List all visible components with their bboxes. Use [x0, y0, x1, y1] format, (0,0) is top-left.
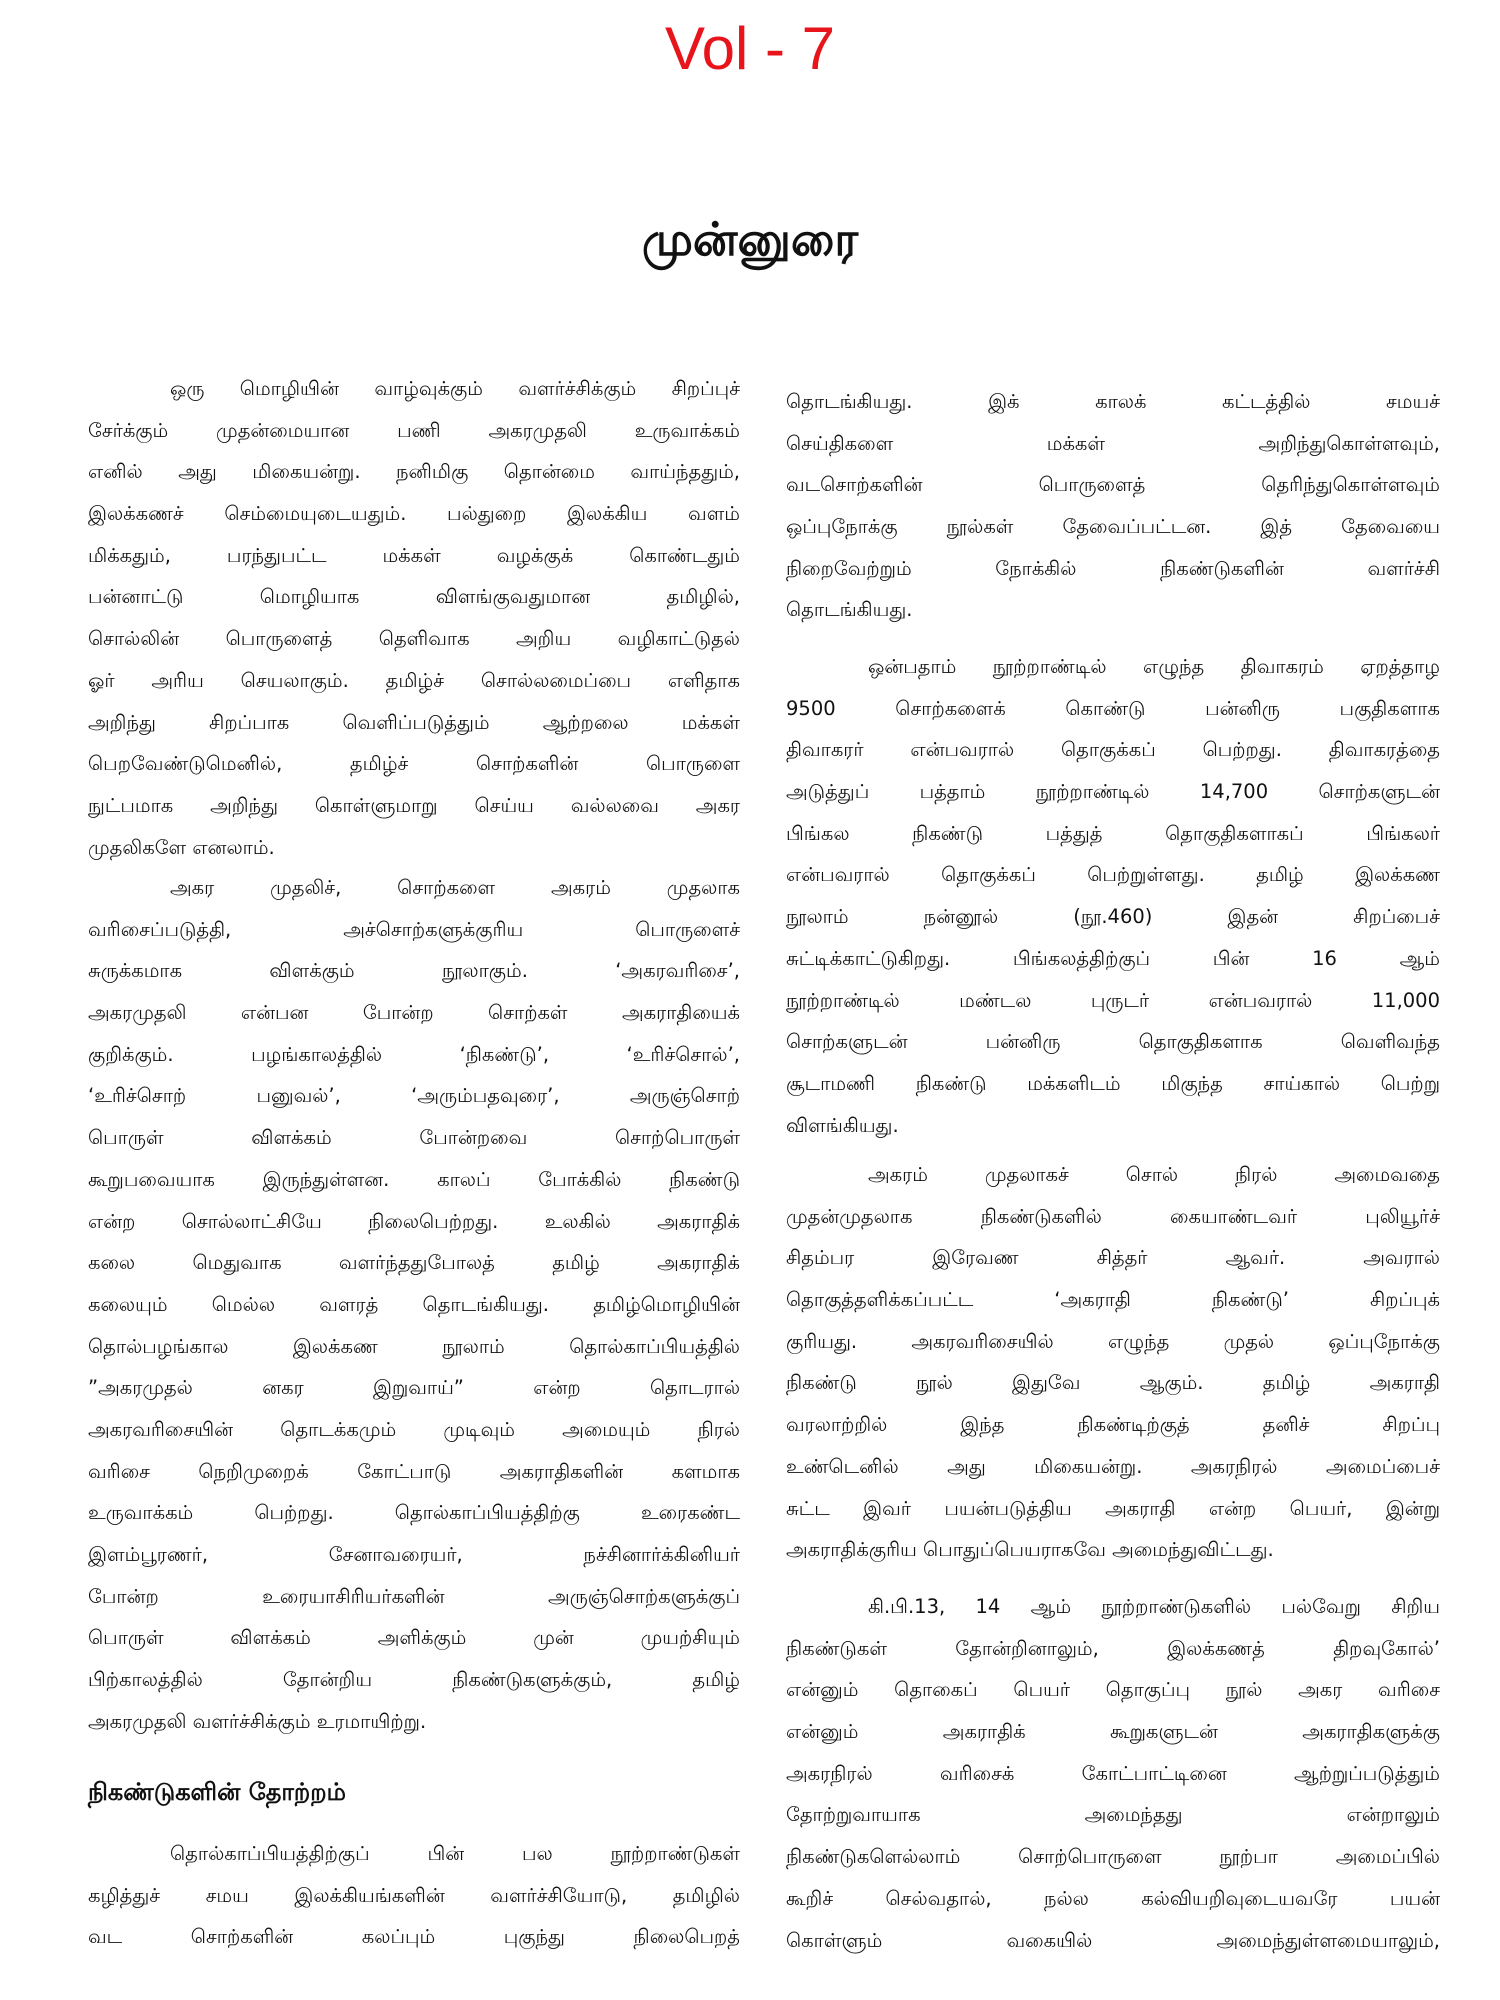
text-line: தொகுத்தளிக்கப்பட்ட ‘அகராதி நிகண்டு’ சிறப்புக் — [786, 1288, 1440, 1312]
text-line: முதலிகளே எனலாம். — [88, 835, 275, 859]
right-paragraph-4 — [786, 1586, 1440, 1961]
text-line: அறிந்து சிறப்பாக வெளிப்படுத்தும் ஆற்றலை மக்கள் — [88, 710, 740, 734]
text-line: என்னும் அகராதிக் கூறுகளுடன் அகராதிகளுக்கு — [786, 1720, 1440, 1744]
text-line: நூற்றாண்டில் மண்டல புருடர் என்பவரால் 11,000 — [786, 988, 1440, 1012]
text-line: என்ற சொல்லாட்சியே நிலைபெற்றது. உலகில் அகராதிக் — [88, 1209, 740, 1233]
text-line: எனில் அது மிகையன்று. நனிமிகு தொன்மை வாய்ந்ததும், — [88, 460, 740, 484]
left-paragraph-3 — [88, 1833, 740, 1958]
text-line: தொல்காப்பியத்திற்குப் பின் பல நூற்றாண்டுகள் — [170, 1842, 740, 1865]
text-line: தொடங்கியது. — [786, 598, 913, 622]
volume-label: Vol - 7 — [664, 15, 836, 82]
text-line: பிங்கல நிகண்டு பத்துத் தொகுதிகளாகப் பிங்கலர் — [786, 821, 1440, 845]
text-line: அகரமுதலி என்பன போன்ற சொற்கள் அகராதியைக் — [88, 1001, 740, 1025]
text-line: ஒன்பதாம் நூற்றாண்டில் எழுந்த திவாகரம் ஏறத்தாழ — [868, 655, 1440, 678]
text-line: பொருள் விளக்கம் அளிக்கும் முன் முயற்சியும் — [88, 1626, 740, 1650]
text-line: நூலாம் நன்னூல் (நூ.460) இதன் சிறப்பைச் — [786, 905, 1440, 929]
text-line: கழித்துச் சமய இலக்கியங்களின் வளர்ச்சியோடு, தமிழில் — [88, 1883, 740, 1907]
text-line: நிகண்டு நூல் இதுவே ஆகும். தமிழ் அகராதி — [786, 1371, 1440, 1395]
text-line: அகரநிரல் வரிசைக் கோட்பாட்டினை ஆற்றுப்படுத்தும் — [786, 1761, 1440, 1785]
text-line: சொற்களுடன் பன்னிரு தொகுதிகளாக வெளிவந்த — [786, 1030, 1440, 1054]
text-line: குரியது. அகரவரிசையில் எழுந்த முதல் ஒப்புநோக்கு — [786, 1329, 1440, 1353]
text-line: கலையும் மெல்ல வளரத் தொடங்கியது. தமிழ்மொழியின் — [88, 1292, 740, 1316]
page-title: முன்னுரை — [641, 212, 859, 266]
text-line: சொல்லின் பொருளைத் தெளிவாக அறிய வழிகாட்டுதல் — [88, 627, 740, 651]
right-paragraph-1 — [786, 381, 1440, 631]
section-heading: நிகண்டுகளின் தோற்றம் — [88, 1778, 346, 1806]
text-line: கொள்ளும் வகையில் அமைந்துள்ளமையாலும், — [786, 1928, 1440, 1952]
text-line: நிகண்டுகளெல்லாம் சொற்பொருளை நூற்பா அமைப்பில் — [786, 1845, 1440, 1869]
text-line: நிகண்டுகள் தோன்றினாலும், இலக்கணத் திறவுகோல்’ — [786, 1636, 1440, 1660]
text-line: சூடாமணி நிகண்டு மக்களிடம் மிகுந்த சாய்கால் பெற்று — [786, 1071, 1440, 1095]
text-line: ‘உரிச்சொற் பனுவல்’, ‘அரும்பதவுரை’, அருஞ்சொற் — [88, 1084, 740, 1108]
text-line: உருவாக்கம் பெற்றது. தொல்காப்பியத்திற்கு உரைகண்ட — [88, 1501, 740, 1525]
text-line: வரிசை நெறிமுறைக் கோட்பாடு அகராதிகளின் களமாக — [88, 1459, 740, 1483]
text-line: பன்னாட்டு மொழியாக விளங்குவதுமான தமிழில், — [88, 585, 740, 609]
text-line: சிதம்பர இரேவண சித்தர் ஆவர். அவரால் — [786, 1246, 1440, 1270]
text-line: அகரவரிசையின் தொடக்கமும் முடிவும் அமையும் நிரல் — [88, 1417, 740, 1441]
text-line: அகரம் முதலாகச் சொல் நிரல் அமைவதை — [868, 1163, 1440, 1186]
text-line: அகரமுதலி வளர்ச்சிக்கும் உரமாயிற்று. — [88, 1709, 427, 1733]
text-line: கலை மெதுவாக வளர்ந்ததுபோலத் தமிழ் அகராதிக் — [88, 1251, 740, 1275]
text-line: தொடங்கியது. இக் காலக் கட்டத்தில் சமயச் — [786, 390, 1440, 413]
text-line: விளங்கியது. — [786, 1113, 899, 1137]
text-line: கூறுபவையாக இருந்துள்ளன. காலப் போக்கில் நிகண்டு — [88, 1167, 740, 1191]
text-line: சேர்க்கும் முதன்மையான பணி அகரமுதலி உருவாக்கம் — [88, 418, 740, 442]
text-line: என்பவரால் தொகுக்கப் பெற்றுள்ளது. தமிழ் இலக்கண — [786, 863, 1440, 887]
text-line: ஓர் அரிய செயலாகும். தமிழ்ச் சொல்லமைப்பை எளிதாக — [88, 668, 740, 692]
text-line: வரிசைப்படுத்தி, அச்சொற்களுக்குரிய பொருளைச் — [88, 917, 740, 941]
text-line: அகராதிக்குரிய பொதுப்பெயராகவே அமைந்துவிட்டது. — [786, 1538, 1274, 1562]
text-line: வரலாற்றில் இந்த நிகண்டிற்குத் தனிச் சிறப்பு — [786, 1413, 1440, 1437]
text-line: தொல்பழங்கால இலக்கண நூலாம் தொல்காப்பியத்தில் — [88, 1334, 740, 1358]
text-line: அகர முதலிச், சொற்களை அகரம் முதலாக — [170, 876, 740, 899]
text-line: ”அகரமுதல் னகர இறுவாய்” என்ற தொடரால் — [88, 1376, 740, 1400]
text-line: ஒப்புநோக்கு நூல்கள் தேவைப்பட்டன. இத் தேவையை — [786, 515, 1440, 539]
text-line: வட சொற்களின் கலப்பும் புகுந்து நிலைபெறத் — [88, 1925, 740, 1949]
text-line: உண்டெனில் அது மிகையன்று. அகரநிரல் அமைப்பைச் — [786, 1454, 1440, 1478]
right-paragraph-3 — [786, 1154, 1440, 1571]
right-paragraph-2 — [786, 646, 1440, 1146]
text-line: பொருள் விளக்கம் போன்றவை சொற்பொருள் — [88, 1126, 740, 1150]
text-line: நுட்பமாக அறிந்து கொள்ளுமாறு செய்ய வல்லவை அகர — [88, 793, 740, 817]
text-line: நிறைவேற்றும் நோக்கில் நிகண்டுகளின் வளர்ச்சி — [786, 556, 1440, 580]
text-line: பிற்காலத்தில் தோன்றிய நிகண்டுகளுக்கும், தமிழ் — [88, 1668, 740, 1692]
text-line: கி.பி.13, 14 ஆம் நூற்றாண்டுகளில் பல்வேறு சிறிய — [868, 1595, 1440, 1618]
text-line: மிக்கதும், பரந்துபட்ட மக்கள் வழக்குக் கொண்டதும் — [88, 543, 740, 567]
text-line: இளம்பூரணர், சேனாவரையர், நச்சினார்க்கினியர் — [88, 1543, 740, 1566]
text-line: 9500 சொற்களைக் கொண்டு பன்னிரு பகுதிகளாக — [786, 696, 1440, 720]
text-line: வடசொற்களின் பொருளைத் தெரிந்துகொள்ளவும் — [786, 473, 1440, 497]
text-line: போன்ற உரையாசிரியர்களின் அருஞ்சொற்களுக்குப் — [88, 1584, 740, 1608]
text-line: சுருக்கமாக விளக்கும் நூலாகும். ‘அகரவரிசை’, — [88, 959, 740, 983]
text-line: பெறவேண்டுமெனில், தமிழ்ச் சொற்களின் பொருளை — [88, 752, 740, 776]
text-line: ஒரு மொழியின் வாழ்வுக்கும் வளர்ச்சிக்கும் சிறப்புச் — [170, 377, 740, 400]
text-line: செய்திகளை மக்கள் அறிந்துகொள்ளவும், — [786, 431, 1440, 455]
text-line: சுட்டிக்காட்டுகிறது. பிங்கலத்திற்குப் பின் 16 ஆம் — [786, 946, 1440, 970]
text-line: சுட்ட இவர் பயன்படுத்திய அகராதி என்ற பெயர், இன்று — [786, 1496, 1440, 1520]
left-paragraph-1 — [88, 368, 740, 868]
text-line: கூறிச் செல்வதால், நல்ல கல்வியறிவுடையவரே பயன் — [786, 1886, 1440, 1910]
text-line: இலக்கணச் செம்மையுடையதும். பல்துறை இலக்கிய வளம் — [88, 502, 740, 526]
text-line: அடுத்துப் பத்தாம் நூற்றாண்டில் 14,700 சொற்களுடன் — [786, 780, 1440, 804]
text-line: திவாகரர் என்பவரால் தொகுக்கப் பெற்றது. திவாகரத்தை — [786, 738, 1440, 762]
text-line: குறிக்கும். பழங்காலத்தில் ‘நிகண்டு’, ‘உரிச்சொல்’, — [88, 1042, 740, 1066]
text-line: என்னும் தொகைப் பெயர் தொகுப்பு நூல் அகர வரிசை — [786, 1678, 1440, 1702]
text-line: முதன்முதலாக நிகண்டுகளில் கையாண்டவர் புலியூர்ச் — [786, 1204, 1440, 1228]
text-line: தோற்றுவாயாக அமைந்தது என்றாலும் — [786, 1803, 1440, 1827]
left-paragraph-2 — [88, 867, 740, 1742]
